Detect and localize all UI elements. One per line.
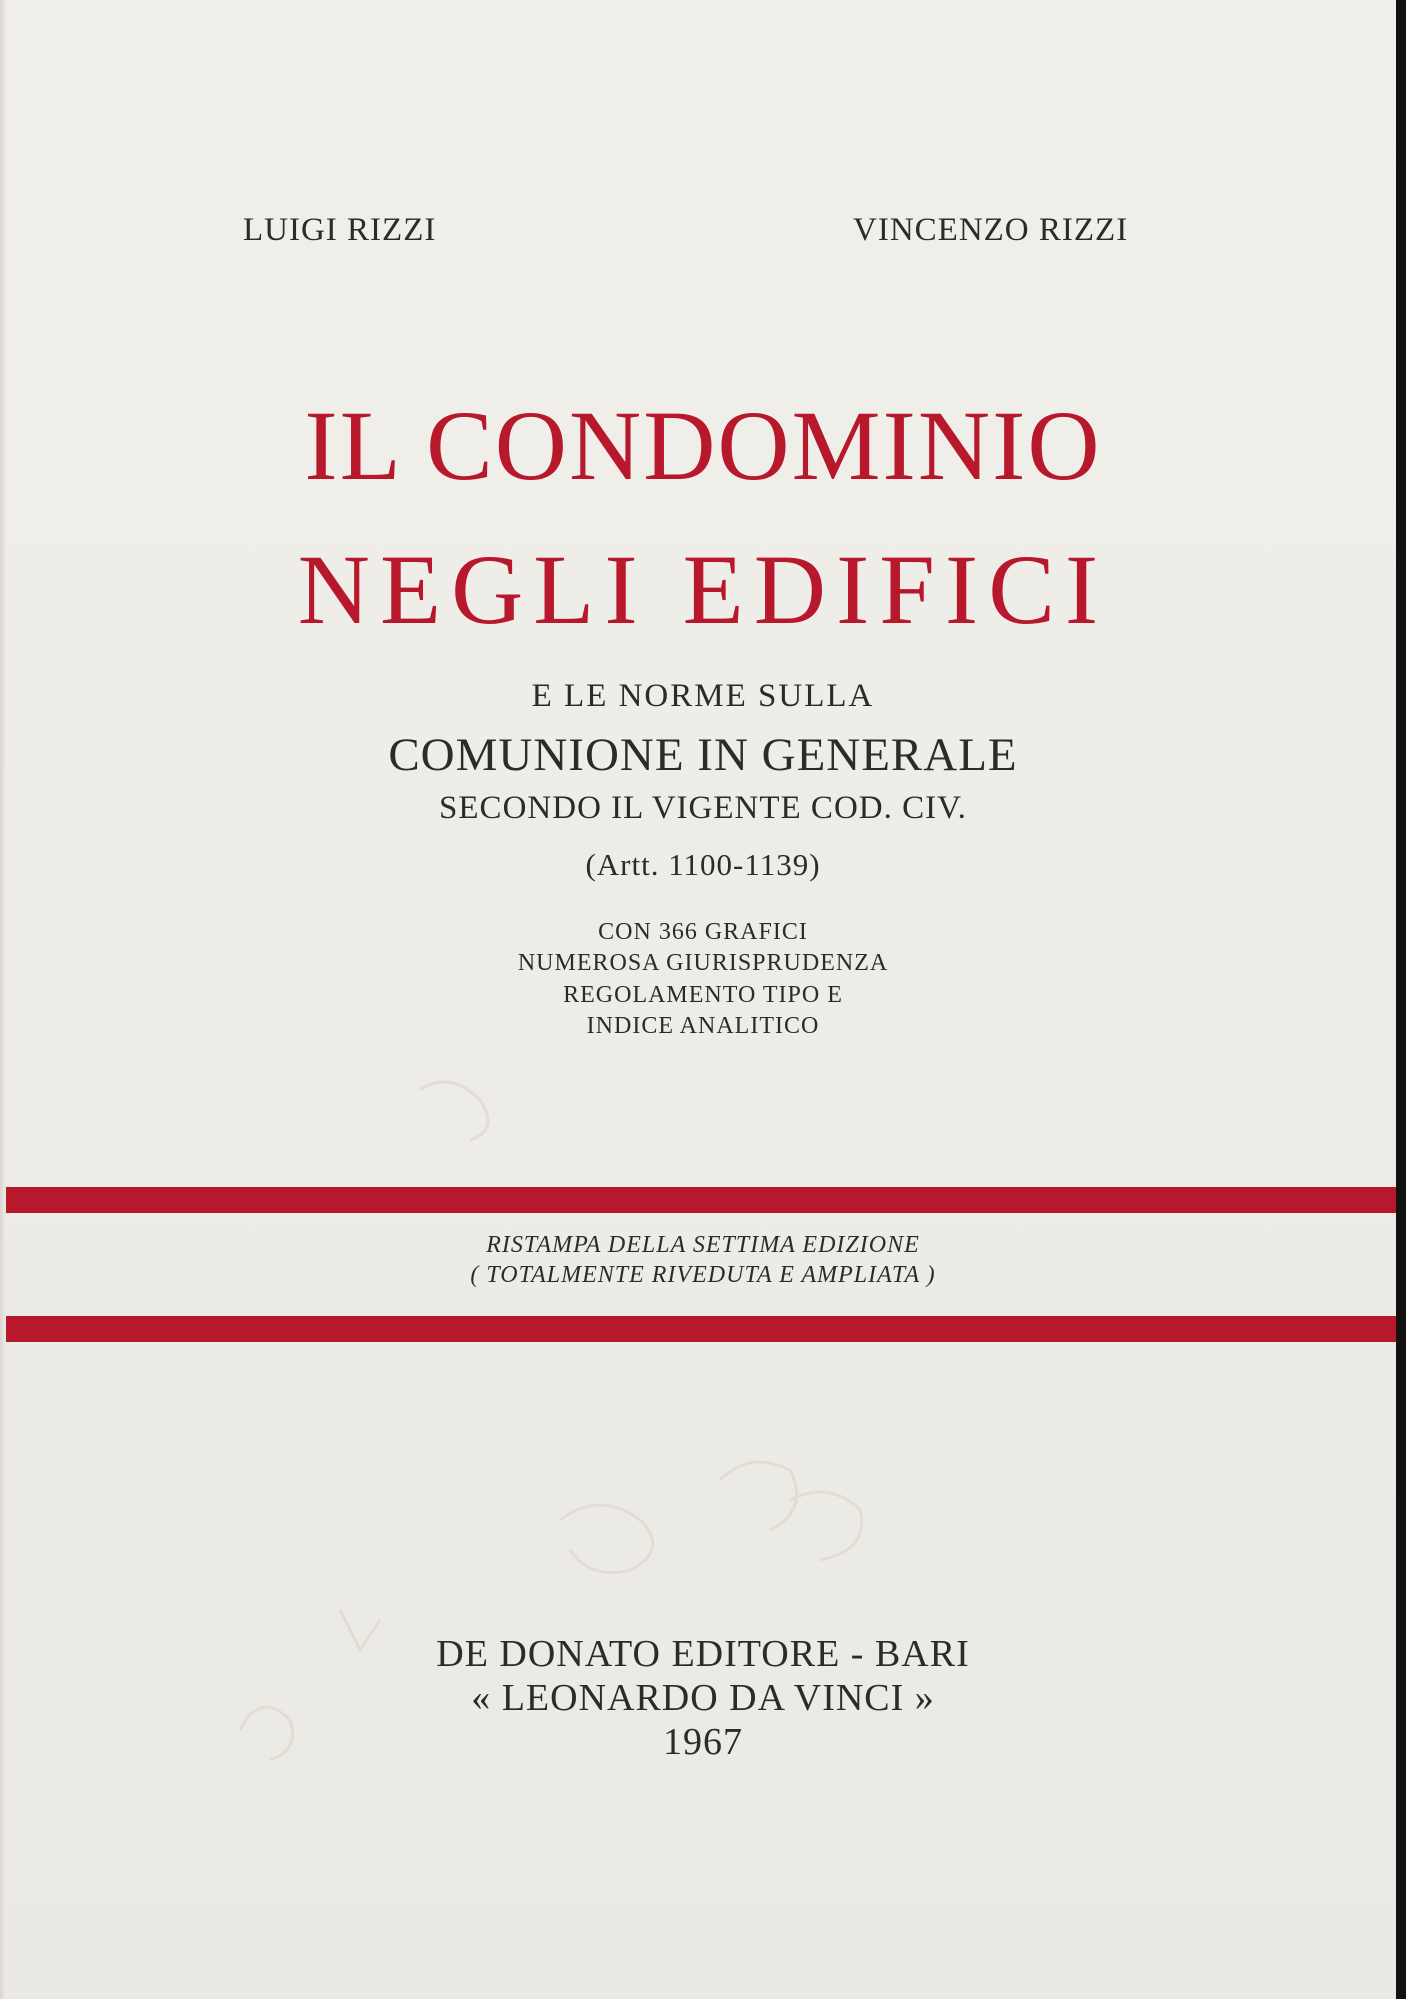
feature-item: INDICE ANALITICO — [586, 1013, 820, 1039]
edition-line-2: ( TOTALMENTE RIVEDUTA E AMPLIATA ) — [470, 1262, 936, 1288]
feature-item: REGOLAMENTO TIPO E — [563, 982, 843, 1008]
subtitle-line-2: COMUNIONE IN GENERALE — [388, 729, 1018, 781]
publisher-line-2: « LEONARDO DA VINCI » — [471, 1677, 935, 1719]
title-line-1: IL CONDOMINIO — [304, 390, 1102, 501]
red-band-top — [0, 1187, 1400, 1213]
edition-line-1: RISTAMPA DELLA SETTIMA EDIZIONE — [486, 1232, 920, 1258]
publisher-line-1: DE DONATO EDITORE - BARI — [436, 1633, 970, 1675]
subtitle-line-3: SECONDO IL VIGENTE COD. CIV. — [439, 790, 967, 826]
cover-edge-shadow — [1396, 0, 1406, 1999]
feature-item: NUMEROSA GIURISPRUDENZA — [517, 950, 889, 976]
feature-item: CON 366 GRAFICI — [598, 919, 808, 945]
publication-year: 1967 — [663, 1721, 743, 1763]
title-line-2: NEGLI EDIFICI — [297, 534, 1109, 645]
subtitle-line-1: E LE NORME SULLA — [531, 678, 875, 714]
red-band-bottom — [0, 1316, 1400, 1342]
author-luigi-rizzi: LUIGI RIZZI — [243, 212, 437, 248]
subtitle-articles: (Artt. 1100-1139) — [585, 847, 821, 882]
author-vincenzo-rizzi: VINCENZO RIZZI — [853, 212, 1129, 248]
